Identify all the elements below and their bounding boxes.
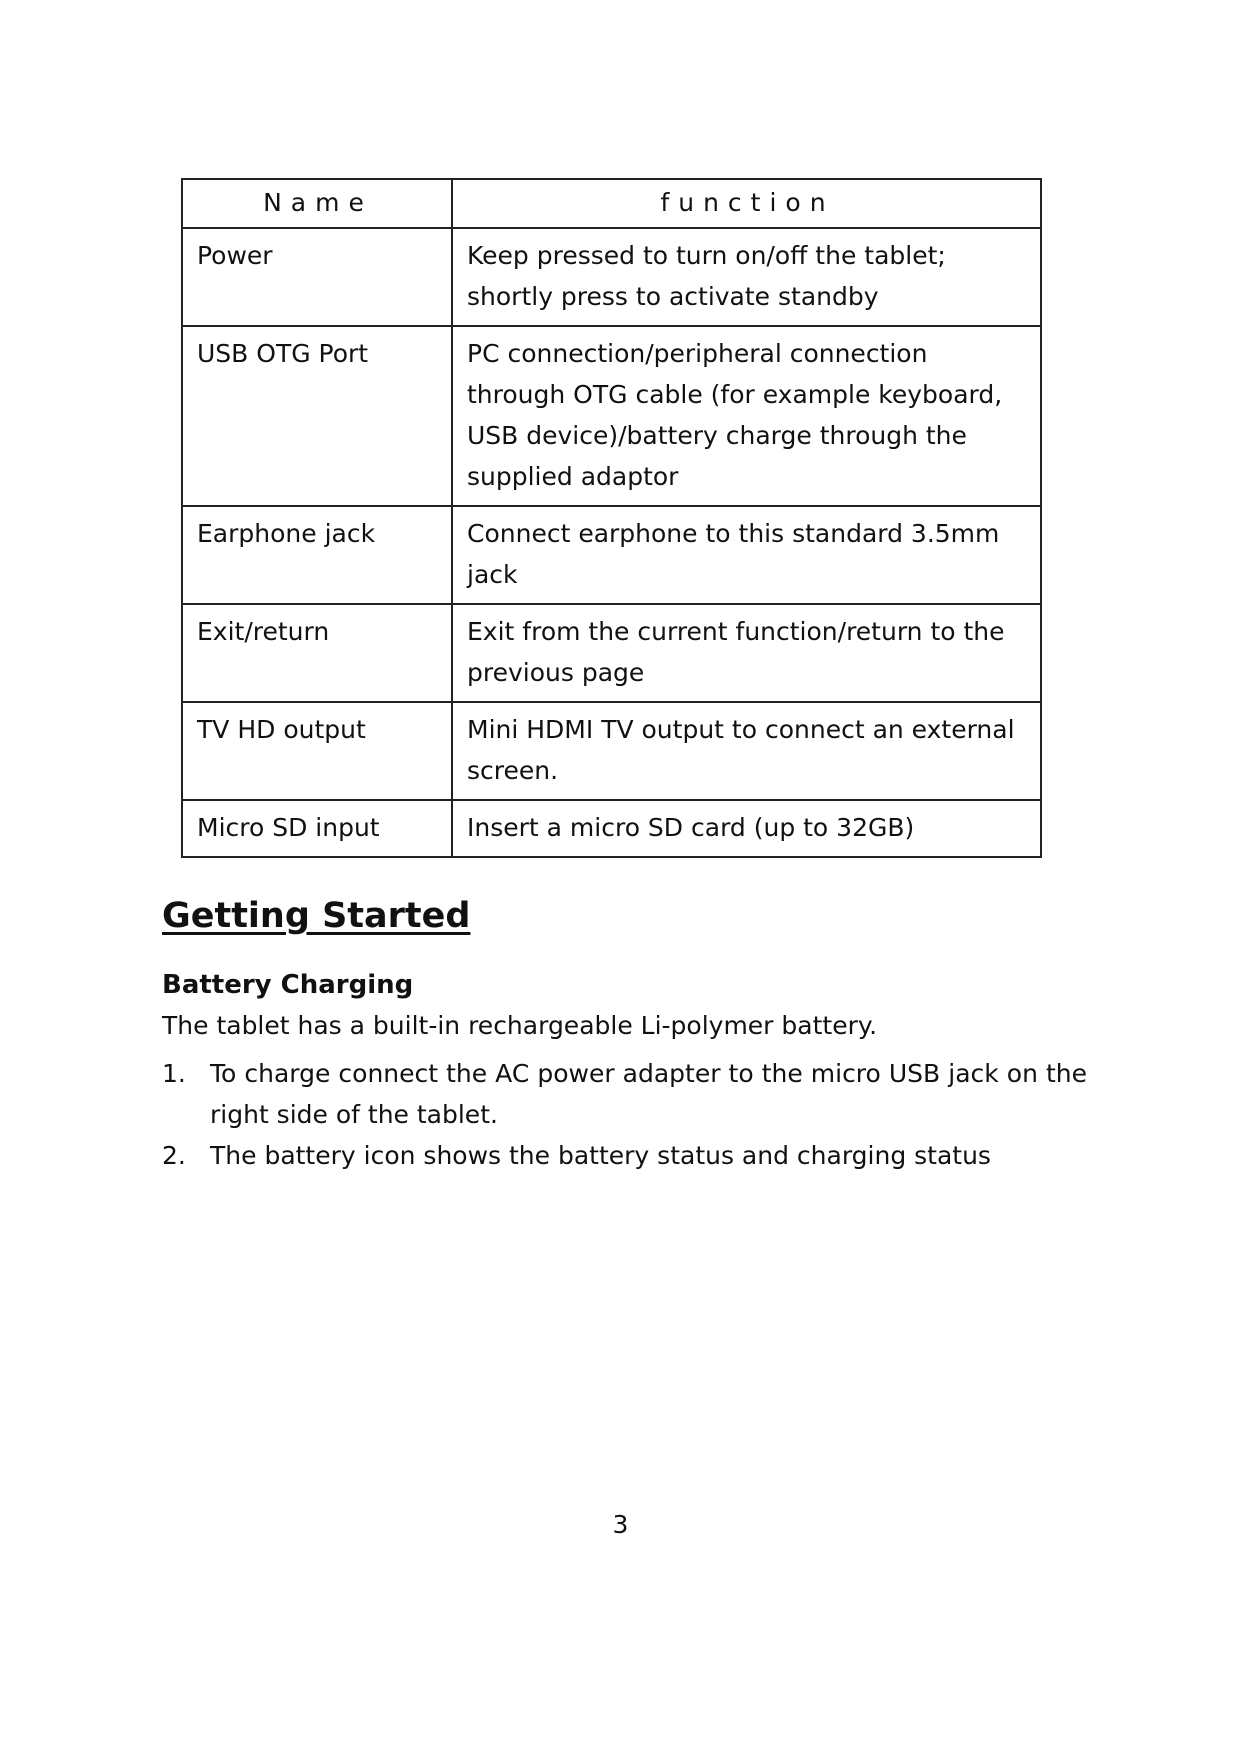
table-row [182, 800, 1041, 857]
section-intro: The tablet has a built-in rechargeable Li-polymer battery. [162, 1011, 878, 1040]
row-name: Exit/return [182, 604, 452, 702]
step-number: 1. [162, 1059, 186, 1088]
page-number: 3 [612, 1510, 629, 1539]
row-function: Keep pressed to turn on/off the tablet; shortly press to activate standby [452, 228, 1041, 326]
spec-table [181, 178, 1042, 858]
row-name: Power [182, 228, 452, 326]
header-function: function [452, 179, 1041, 228]
list-item [162, 1053, 1087, 1135]
table-header-row [182, 179, 1041, 228]
row-function: Insert a micro SD card (up to 32GB) [452, 800, 1041, 857]
table-row [182, 506, 1041, 604]
row-name: TV HD output [182, 702, 452, 800]
row-name: USB OTG Port [182, 326, 452, 506]
row-function: PC connection/peripheral connection through OTG cable (for example keyboard, USB device)/battery charge through the supplied adaptor [452, 326, 1041, 506]
row-function: Mini HDMI TV output to connect an external screen. [452, 702, 1041, 800]
row-function: Exit from the current function/return to the previous page [452, 604, 1041, 702]
table-row [182, 228, 1041, 326]
row-name: Earphone jack [182, 506, 452, 604]
row-name: Micro SD input [182, 800, 452, 857]
section-title: Getting Started [162, 896, 471, 936]
steps-list [162, 1053, 1087, 1176]
section-subtitle: Battery Charging [162, 970, 414, 1000]
table-row [182, 326, 1041, 506]
list-item [162, 1135, 1087, 1176]
step-text: The battery icon shows the battery status and charging status [210, 1141, 991, 1170]
table-row [182, 604, 1041, 702]
step-text: To charge connect the AC power adapter to the micro USB jack on the right side of the tablet. [210, 1059, 1087, 1129]
step-number: 2. [162, 1141, 186, 1170]
row-function: Connect earphone to this standard 3.5mm jack [452, 506, 1041, 604]
table-row [182, 702, 1041, 800]
header-name: Name [182, 179, 452, 228]
